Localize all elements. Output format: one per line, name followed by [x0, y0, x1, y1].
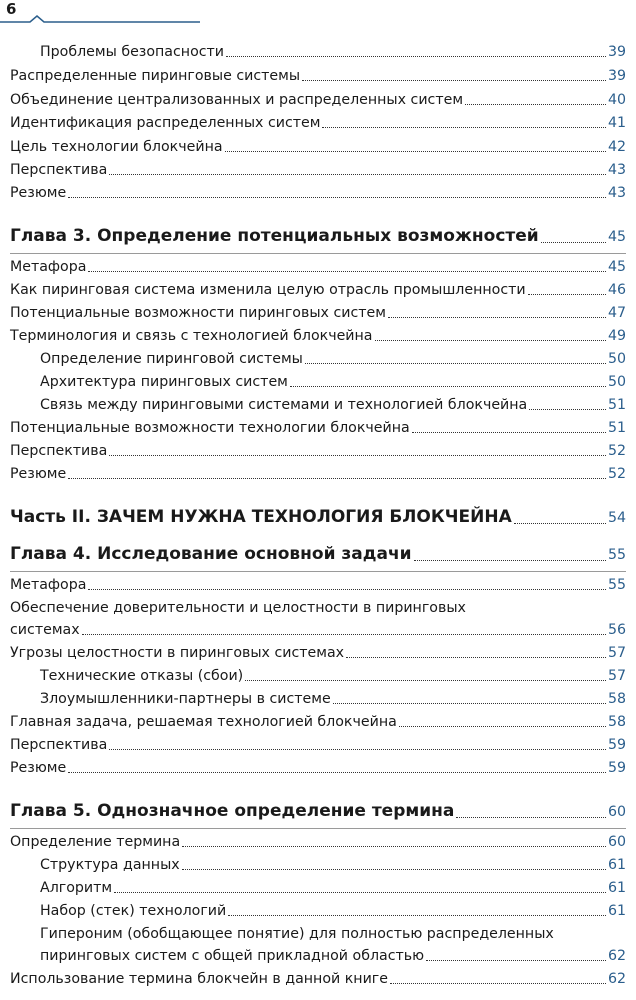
- toc-entry[interactable]: Угрозы целостности в пиринговых системах 57: [10, 645, 626, 661]
- divider: [10, 828, 626, 829]
- toc-entry[interactable]: Алгоритм 61: [40, 880, 626, 896]
- toc-chapter-3[interactable]: Глава 3. Определение потенциальных возможностей 45: [10, 226, 626, 246]
- toc-entry[interactable]: Цель технологии блокчейна 42: [10, 139, 626, 155]
- toc-entry[interactable]: Технические отказы (сбои) 57: [40, 668, 626, 684]
- toc-chapter-4[interactable]: Глава 4. Исследование основной задачи 55: [10, 544, 626, 564]
- toc-entry[interactable]: Метафора 45: [10, 259, 626, 275]
- toc-entry[interactable]: системах 56: [10, 622, 626, 638]
- toc-entry[interactable]: Резюме 59: [10, 760, 626, 776]
- header-decoration: [0, 14, 200, 26]
- toc-entry[interactable]: Главная задача, решаемая технологией блокчейна 58: [10, 714, 626, 730]
- toc-entry[interactable]: Набор (стек) технологий 61: [40, 903, 626, 919]
- toc-entry[interactable]: Структура данных 61: [40, 857, 626, 873]
- toc-entry[interactable]: Перспектива 43: [10, 162, 626, 178]
- page-number: 6: [6, 0, 17, 18]
- toc-entry-wrapped-line[interactable]: Гипероним (обобщающее понятие) для полностью распределенных: [40, 926, 554, 942]
- toc-entry[interactable]: Определение пиринговой системы 50: [40, 351, 626, 367]
- toc-entry-wrapped-line[interactable]: Обеспечение доверительности и целостности в пиринговых: [10, 600, 466, 616]
- toc-chapter-5[interactable]: Глава 5. Однозначное определение термина 60: [10, 801, 626, 821]
- toc-entry[interactable]: Злоумышленники-партнеры в системе 58: [40, 691, 626, 707]
- toc-entry[interactable]: Резюме 52: [10, 466, 626, 482]
- toc-entry[interactable]: Проблемы безопасности 39: [40, 44, 626, 60]
- toc-entry[interactable]: Терминология и связь с технологией блокчейна 49: [10, 328, 626, 344]
- toc-entry[interactable]: Перспектива 59: [10, 737, 626, 753]
- toc-entry[interactable]: Идентификация распределенных систем 41: [10, 115, 626, 131]
- toc-entry[interactable]: Распределенные пиринговые системы 39: [10, 68, 626, 84]
- toc-entry[interactable]: Потенциальные возможности технологии блокчейна 51: [10, 420, 626, 436]
- toc-entry[interactable]: Объединение централизованных и распределенных систем 40: [10, 92, 626, 108]
- toc-entry[interactable]: Архитектура пиринговых систем 50: [40, 374, 626, 390]
- toc-entry[interactable]: Перспектива 52: [10, 443, 626, 459]
- divider: [10, 253, 626, 254]
- toc-entry[interactable]: Метафора 55: [10, 577, 626, 593]
- toc-entry[interactable]: Определение термина 60: [10, 834, 626, 850]
- toc-part-2[interactable]: Часть II. ЗАЧЕМ НУЖНА ТЕХНОЛОГИЯ БЛОКЧЕЙНА 54: [10, 507, 626, 527]
- toc-entry[interactable]: Резюме 43: [10, 185, 626, 201]
- toc-entry[interactable]: Использование термина блокчейн в данной книге 62: [10, 971, 626, 987]
- toc-entry[interactable]: Потенциальные возможности пиринговых систем 47: [10, 305, 626, 321]
- toc-entry[interactable]: Связь между пиринговыми системами и технологией блокчейна 51: [40, 397, 626, 413]
- divider: [10, 571, 626, 572]
- toc-entry[interactable]: Как пиринговая система изменила целую отрасль промышленности 46: [10, 282, 626, 298]
- toc-entry[interactable]: пиринговых систем с общей прикладной областью 62: [40, 948, 626, 964]
